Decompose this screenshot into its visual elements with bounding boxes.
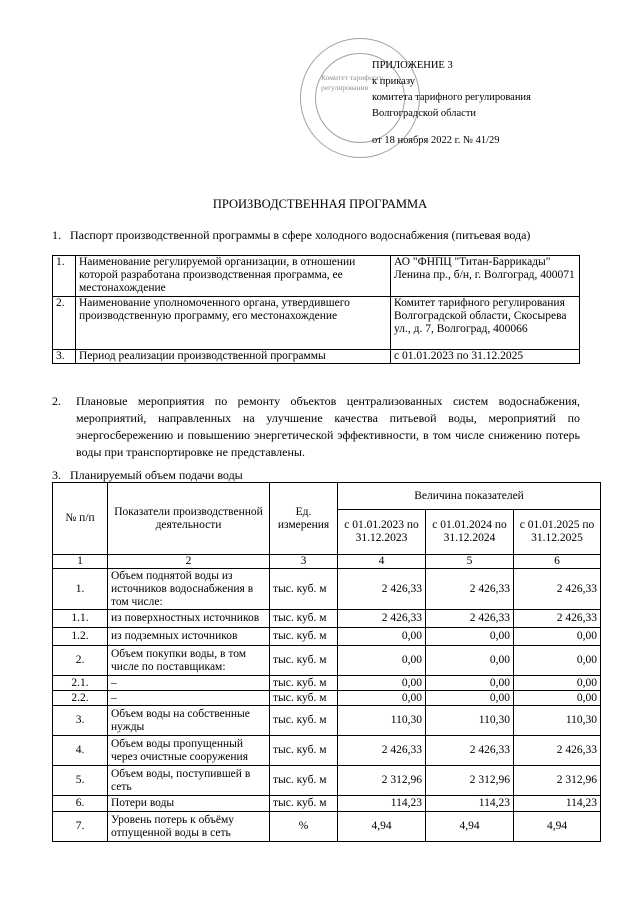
row-indicator: Потери воды [108,796,270,812]
table-row [53,796,601,812]
row-unit: тыс. куб. м [270,736,338,766]
row-value-2023: 114,23 [338,796,426,812]
row-value-2025: 4,94 [514,812,601,842]
passport-row-number: 3. [53,350,76,364]
row-indicator: Уровень потерь к объёму отпущенной воды в сеть [108,812,270,842]
index-cell: 5 [426,555,514,569]
row-number: 4. [53,736,108,766]
index-cell: 1 [53,555,108,569]
table-row [53,812,601,842]
passport-row-value: АО "ФНПЦ "Титан-Баррикады" Ленина пр., б/н, г. Волгоград, 400071 [391,256,580,297]
passport-row-label: Наименование уполномоченного органа, утвердившего производственную программу, его местонахождение [76,297,391,350]
table-row [53,569,601,610]
row-value-2025: 0,00 [514,691,601,706]
section3-title: Планируемый объем подачи воды [70,468,243,482]
row-value-2024: 2 426,33 [426,610,514,628]
appendix-header [372,58,531,149]
table-row [53,610,601,628]
row-indicator: Объем поднятой воды из источников водоснабжения в том числе: [108,569,270,610]
row-unit: тыс. куб. м [270,706,338,736]
row-unit: тыс. куб. м [270,646,338,676]
row-value-2024: 0,00 [426,676,514,691]
index-cell: 2 [108,555,270,569]
row-unit: тыс. куб. м [270,569,338,610]
row-value-2025: 0,00 [514,646,601,676]
row-value-2025: 0,00 [514,628,601,646]
appendix-number: ПРИЛОЖЕНИЕ 3 [372,60,453,71]
table-row [53,297,580,350]
row-value-2023: 0,00 [338,691,426,706]
row-unit: тыс. куб. м [270,676,338,691]
row-indicator: Объем воды, поступившей в сеть [108,766,270,796]
index-cell: 6 [514,555,601,569]
row-number: 6. [53,796,108,812]
row-value-2024: 114,23 [426,796,514,812]
passport-row-number: 1. [53,256,76,297]
row-indicator: Объем воды на собственные нужды [108,706,270,736]
row-value-2024: 2 426,33 [426,569,514,610]
appendix-region: Волгоградской области [372,108,477,119]
passport-row-value: с 01.01.2023 по 31.12.2025 [391,350,580,364]
table-row [53,766,601,796]
row-value-2024: 2 426,33 [426,736,514,766]
table-row [53,706,601,736]
table-row [53,350,580,364]
section1-number: 1. [52,228,61,242]
column-header-number: № п/п [53,483,108,555]
table-row [53,628,601,646]
row-unit: тыс. куб. м [270,628,338,646]
row-number: 2.2. [53,691,108,706]
row-value-2023: 4,94 [338,812,426,842]
table-row [53,646,601,676]
row-value-2024: 110,30 [426,706,514,736]
column-header-period: с 01.01.2025 по 31.12.2025 [514,510,601,555]
row-indicator: – [108,691,270,706]
column-header-period: с 01.01.2024 по 31.12.2024 [426,510,514,555]
row-value-2024: 0,00 [426,691,514,706]
section3-heading [52,468,243,483]
table-index-row [53,555,601,569]
row-unit: тыс. куб. м [270,691,338,706]
row-indicator: из поверхностных источников [108,610,270,628]
row-value-2024: 0,00 [426,646,514,676]
page-title: ПРОИЗВОДСТВЕННАЯ ПРОГРАММА [212,197,428,211]
section3-number: 3. [52,468,61,482]
row-unit: тыс. куб. м [270,766,338,796]
column-header-period: с 01.01.2023 по 31.12.2023 [338,510,426,555]
index-cell: 3 [270,555,338,569]
row-value-2025: 0,00 [514,676,601,691]
appendix-date: от 18 ноября 2022 г. № 41/29 [372,135,500,146]
row-unit: % [270,812,338,842]
row-value-2024: 4,94 [426,812,514,842]
passport-row-label: Период реализации производственной программы [76,350,391,364]
passport-row-label: Наименование регулируемой организации, в отношении которой разработана производственная программа, ее местонахождение [76,256,391,297]
row-unit: тыс. куб. м [270,610,338,628]
row-value-2023: 0,00 [338,646,426,676]
row-value-2023: 2 426,33 [338,569,426,610]
stamp-text: Комитет тарифного регулирования [321,73,384,92]
row-value-2023: 2 426,33 [338,610,426,628]
passport-row-value: Комитет тарифного регулирования Волгоградской области, Скосырева ул., д. 7, Волгоград, 400066 [391,297,580,350]
row-indicator: – [108,676,270,691]
row-value-2025: 114,23 [514,796,601,812]
row-value-2025: 2 426,33 [514,610,601,628]
row-number: 1.2. [53,628,108,646]
row-value-2024: 0,00 [426,628,514,646]
row-value-2025: 110,30 [514,706,601,736]
table-row [53,691,601,706]
row-number: 3. [53,706,108,736]
row-value-2023: 110,30 [338,706,426,736]
column-header-group: Величина показателей [338,483,601,510]
row-number: 2.1. [53,676,108,691]
table-row [53,256,580,297]
row-value-2023: 2 312,96 [338,766,426,796]
passport-row-number: 2. [53,297,76,350]
passport-table [52,255,580,364]
column-header-indicator: Показатели производственной деятельности [108,483,270,555]
row-value-2025: 2 426,33 [514,736,601,766]
row-indicator: из подземных источников [108,628,270,646]
row-value-2025: 2 426,33 [514,569,601,610]
row-indicator: Объем воды пропущенный через очистные сооружения [108,736,270,766]
row-unit: тыс. куб. м [270,796,338,812]
appendix-committee: комитета тарифного регулирования [372,92,531,103]
row-value-2023: 0,00 [338,676,426,691]
row-number: 2. [53,646,108,676]
table-row [53,736,601,766]
row-number: 1.1. [53,610,108,628]
appendix-to-order: к приказу [372,76,415,87]
row-number: 1. [53,569,108,610]
row-value-2023: 2 426,33 [338,736,426,766]
row-value-2023: 0,00 [338,628,426,646]
section1-heading [52,228,530,243]
row-value-2024: 2 312,96 [426,766,514,796]
index-cell: 4 [338,555,426,569]
water-volume-table [52,482,601,842]
column-header-unit: Ед. измерения [270,483,338,555]
section2-text: Плановые мероприятия по ремонту объектов централизованных систем водоснабжения, мероприятий, направленных на улучшение качества питьевой воды, мероприятий по энергосбережению и повышению энергетической эффективности, в том числе снижению потерь воды при транспортировке не представлены. [76,394,580,459]
table-header-row [53,483,601,510]
row-number: 5. [53,766,108,796]
section1-title: Паспорт производственной программы в сфере холодного водоснабжения (питьевая вода) [70,228,531,242]
section2-paragraph [52,393,580,461]
row-number: 7. [53,812,108,842]
row-indicator: Объем покупки воды, в том числе по поставщикам: [108,646,270,676]
row-value-2025: 2 312,96 [514,766,601,796]
section2-number: 2. [52,394,61,408]
table-row [53,676,601,691]
